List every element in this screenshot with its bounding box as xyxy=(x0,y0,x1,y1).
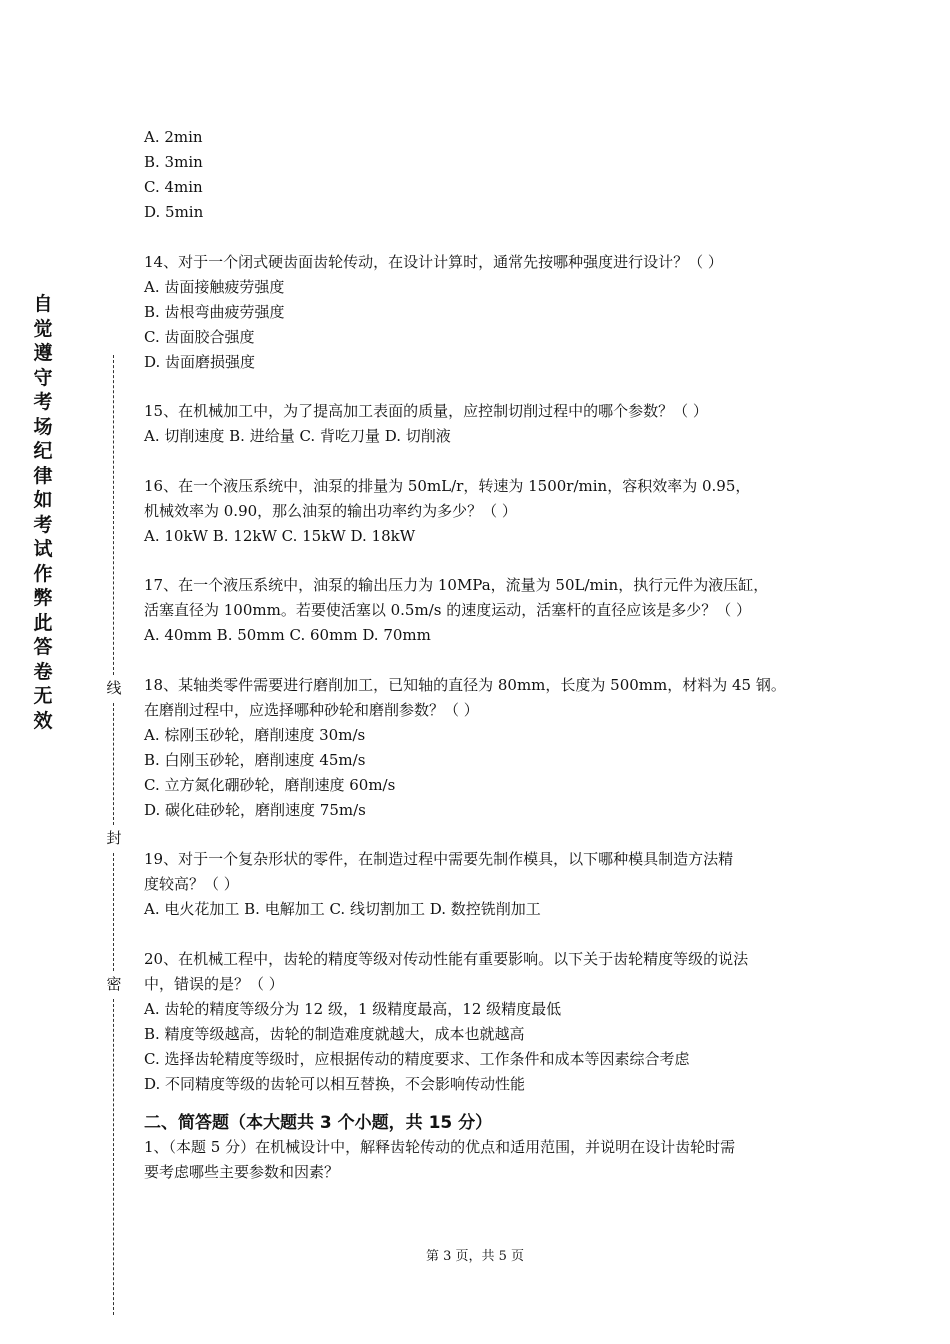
exam-discipline-notice: 自觉遵守考场纪律如考试作弊此答卷无效 xyxy=(33,293,53,732)
binding-dash xyxy=(113,999,114,1315)
option: D. 齿面磨损强度 xyxy=(144,352,256,371)
binding-dash xyxy=(113,853,114,971)
question-15 xyxy=(144,399,824,449)
binding-dash xyxy=(113,703,114,825)
binding-char-seal: 封 xyxy=(106,829,122,847)
binding-line xyxy=(105,355,123,1315)
section-title: 二、简答题（本大题共 3 个小题，共 15 分） xyxy=(144,1112,493,1133)
option: D. 不同精度等级的齿轮可以相互替换，不会影响传动性能 xyxy=(144,1074,526,1093)
option: C. 齿面胶合强度 xyxy=(144,327,255,346)
options-line: A. 电火花加工 B. 电解加工 C. 线切割加工 D. 数控铣削加工 xyxy=(144,900,541,918)
question-stem: 20、在机械工程中，齿轮的精度等级对传动性能有重要影响。以下关于齿轮精度等级的说法 xyxy=(144,949,749,968)
binding-char-secret: 密 xyxy=(106,975,122,993)
question-stem: 要考虑哪些主要参数和因素？ xyxy=(144,1162,340,1181)
option: A. 齿面接触疲劳强度 xyxy=(144,277,285,296)
question-20 xyxy=(144,947,824,1097)
section-short-answer xyxy=(144,1111,824,1185)
option: A. 2min xyxy=(144,128,203,146)
option: B. 精度等级越高，齿轮的制造难度就越大，成本也就越高 xyxy=(144,1024,525,1043)
question-stem: 19、对于一个复杂形状的零件，在制造过程中需要先制作模具，以下哪种模具制造方法精 xyxy=(144,850,734,868)
question-17 xyxy=(144,573,824,648)
exam-content xyxy=(144,125,824,1185)
question-stem: 16、在一个液压系统中，油泵的排量为 50mL/r，转速为 1500r/min，容积效率为 0.95， xyxy=(144,476,751,495)
question-stem: 中，错误的是？（ ） xyxy=(144,974,284,993)
option: A. 棕刚玉砂轮，磨削速度 30m/s xyxy=(144,725,366,744)
question-stem: 度较高？（ ） xyxy=(144,875,239,893)
option: C. 选择齿轮精度等级时，应根据传动的精度要求、工作条件和成本等因素综合考虑 xyxy=(144,1049,690,1068)
option: C. 4min xyxy=(144,178,203,196)
question-18 xyxy=(144,673,824,823)
option: A. 齿轮的精度等级分为 12 级，1 级精度最高，12 级精度最低 xyxy=(144,999,562,1018)
question-stem: 14、对于一个闭式硬齿面齿轮传动，在设计计算时，通常先按哪种强度进行设计？（ ） xyxy=(144,252,723,271)
option: B. 齿根弯曲疲劳强度 xyxy=(144,302,285,321)
question-stem: 17、在一个液压系统中，油泵的输出压力为 10MPa，流量为 50L/min，执行元件为液压缸， xyxy=(144,576,769,594)
options-line: A. 10kW B. 12kW C. 15kW D. 18kW xyxy=(144,526,416,545)
page-number: 第 3 页，共 5 页 xyxy=(425,1249,525,1264)
question-14 xyxy=(144,250,824,375)
question-stem: 1、（本题 5 分）在机械设计中，解释齿轮传动的优点和适用范围，并说明在设计齿轮时需 xyxy=(144,1137,736,1156)
option: D. 碳化硅砂轮，磨削速度 75m/s xyxy=(144,800,366,819)
options-line: A. 切削速度 B. 进给量 C. 背吃刀量 D. 切削液 xyxy=(144,427,451,445)
option: B. 白刚玉砂轮，磨削速度 45m/s xyxy=(144,750,366,769)
question-stem: 机械效率为 0.90，那么油泵的输出功率约为多少？（ ） xyxy=(144,501,517,520)
binding-dash xyxy=(113,355,114,675)
question-19 xyxy=(144,847,824,922)
question-stem: 18、某轴类零件需要进行磨削加工，已知轴的直径为 80mm，长度为 500mm，材料为 45 钢。 xyxy=(144,675,786,694)
question-stem: 活塞直径为 100mm。若要使活塞以 0.5m/s 的速度运动，活塞杆的直径应该是多少？（ ） xyxy=(144,601,751,619)
question-13-options xyxy=(144,125,824,225)
question-stem: 15、在机械加工中，为了提高加工表面的质量，应控制切削过程中的哪个参数？（ ） xyxy=(144,402,708,420)
option: C. 立方氮化硼砂轮，磨削速度 60m/s xyxy=(144,775,396,794)
question-16 xyxy=(144,474,824,549)
option: B. 3min xyxy=(144,153,203,171)
option: D. 5min xyxy=(144,203,204,221)
binding-char-line: 线 xyxy=(106,679,122,697)
question-stem: 在磨削过程中，应选择哪种砂轮和磨削参数？（ ） xyxy=(144,700,479,719)
options-line: A. 40mm B. 50mm C. 60mm D. 70mm xyxy=(144,626,431,644)
